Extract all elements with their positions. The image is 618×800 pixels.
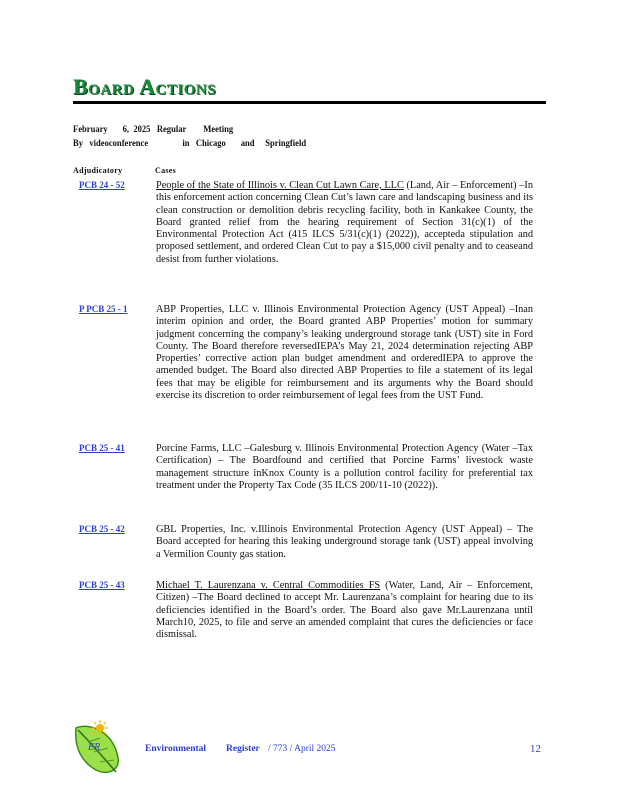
case-description — [156, 580, 533, 641]
case-text: (Land, Air – Enforcement) –In this enforcement action concerning Clean Cut’s lawn care and landscaping business and its clean construction or demolition debris recycling facility, both in Kankakee County, the Board granted relief from the hearing requirement of Section 31(c)(1) of the Environmental Protection Act (415 ILCS 5/31(c)(1) (2022)), accepteda stipulation and proposed settlement, and ordered Clean Cut to pay a $15,000 civil penalty and to ceaseand desist from further violations. — [156, 180, 533, 265]
page-footer — [0, 730, 618, 780]
case-text: Porcine Farms, LLC –Galesburg v. Illinois Environmental Protection Agency (Water –Tax Certification) – The Boardfound and certified that Porcine Farms’ livestock waste management structure inKnox County is a pollution control facility for preferential tax treatment under the Property Tax Code (35 ILCS 200/11-10 (2022)). — [156, 443, 533, 491]
meeting-date-line: February 6, 2025 Regular Meeting — [73, 124, 234, 134]
case-party-link[interactable]: People of the State of Illinois v. Clean Cut Lawn Care, LLC — [156, 180, 404, 191]
title-rule — [73, 101, 546, 104]
case-text: GBL Properties, Inc. v.Illinois Environmental Protection Agency (UST Appeal) – The Board accepted for hearing this leaking underground storage tank (UST) appeal involving a Vermilion County gas station. — [156, 524, 533, 560]
case-number-link[interactable]: PCB 25 - 43 — [79, 580, 125, 590]
footer-register: Register — [226, 744, 260, 754]
footer-issue: / 773 / April 2025 — [268, 744, 336, 754]
case-description — [156, 304, 533, 402]
case-number-link[interactable]: P PCB 25 - 1 — [79, 304, 128, 314]
section-header-adjudicatory: Adjudicatory — [73, 166, 123, 175]
leaf-logo-icon — [70, 718, 124, 776]
meeting-location-line: By videoconference in Chicago and Springfield — [73, 138, 307, 148]
case-number-link[interactable]: PCB 24 - 52 — [79, 180, 125, 190]
svg-text:ER: ER — [88, 742, 101, 753]
page-number: 12 — [530, 743, 541, 755]
footer-publication: Environmental — [145, 744, 207, 754]
section-header-cases: Cases — [155, 166, 177, 175]
case-text: ABP Properties, LLC v. Illinois Environmental Protection Agency (UST Appeal) –Inan interim opinion and order, the Board granted ABP Properties’ motion for summary judgment concerning the company’s leaking underground storage tank (UST) site in Ford County. The Board therefore reversedIEPA’s May 21, 2024 determination rejecting ABP Properties’ corrective action plan budget amendment and orderedIEPA to approve the amended budget. The Board also directed ABP Properties to file a statement of its legal fees that may be eligible for reimbursement and its arguments why the Board should exercise its discretion to order reimbursement of legal fees from the UST Fund. — [156, 304, 533, 402]
case-party-link[interactable]: Michael T. Laurenzana v. Central Commodities FS — [156, 580, 381, 591]
case-description — [156, 443, 533, 492]
meeting-info — [73, 122, 306, 150]
page-title: Board Actions — [73, 74, 217, 99]
case-number-link[interactable]: PCB 25 - 42 — [79, 524, 125, 534]
case-description — [156, 524, 533, 561]
case-text: (Water, Land, Air – Enforcement, Citizen) –The Board declined to accept Mr. Laurenzana’s complaint for hearing due to its deficiencies identified in the Board’s order. The Board also gave Mr.Laurenzana until March10, 2025, to file and serve an amended complaint that cures the deficiencies or face dismissal. — [156, 580, 533, 641]
case-number-link[interactable]: PCB 25 - 41 — [79, 443, 125, 453]
case-description — [156, 180, 533, 266]
